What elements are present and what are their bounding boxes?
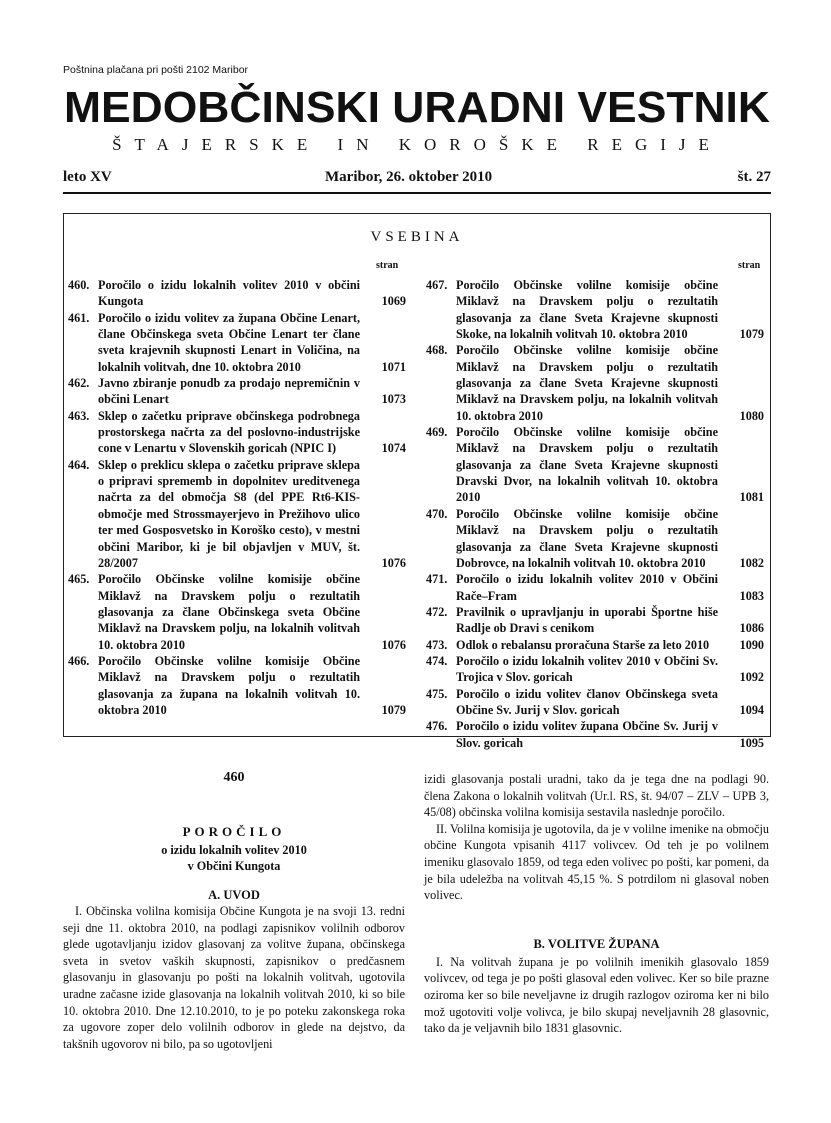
article-right-column (424, 771, 769, 1037)
toc-entry-title: Javno zbiranje ponudb za prodajo nepremičnin v občini Lenart (98, 376, 360, 407)
issue-number: št. 27 (737, 169, 771, 185)
toc-heading: VSEBINA (370, 229, 464, 245)
issue-date: Maribor, 26. oktober 2010 (325, 169, 493, 185)
toc-entry-title: Poročilo Občinske volilne komisije občine Miklavž na Dravskem polju o rezultatih glasovanja za člane Sveta Krajevne skupnosti Skoke, na lokalnih volitvah 10. oktobra 2010 (456, 278, 718, 342)
toc-entry-title: Poročilo o izidu lokalnih volitev 2010 v Občini Rače–Fram (456, 572, 718, 603)
article-left-column (63, 770, 405, 1052)
toc-entry-page: 1086 (739, 621, 764, 636)
toc-entry-page: 1076 (381, 555, 406, 570)
section-heading-a: A. UVOD (208, 888, 260, 902)
toc-entry[interactable] (426, 571, 766, 604)
toc-entry-title: Poročilo Občinske volilne komisije občine Miklavž na Dravskem polju o rezultatih glasovanja za člane Sveta Krajevne skupnosti Dobrovce, na lokalnih volitvah 10. oktobra 2010 (456, 506, 718, 570)
masthead-title (63, 82, 771, 130)
toc-entry-page: 1079 (739, 327, 764, 342)
paragraph-i: I. Občinska volilna komisija Občine Kungota je na svoji 13. redni seji dne 11. oktobra 2010, na podlagi zapisnikov volilnih odborov glede ugotavljanju izidov glasovanj za volitve župana, občinskega sveta in svetov vaških skupnosti, zapisnikov o predčasnem glasovanju in glasovanju po pošti na lokalnih volitvah, ugotovila uradne začasne izide glasovanja na lokalnih volitvah 2010, ki so bile 10. oktobra 2010. Dne 12.10.2010, to je po poteku zakonskega roka za ugovore zoper delo volilnih odborov in glede na dejstvo, da takšnih ugovorov ni bilo, pa so ugotovljeni (63, 904, 405, 1051)
toc-entry[interactable] (68, 408, 408, 457)
toc-entry[interactable] (426, 604, 766, 637)
section-heading-b: B. VOLITVE ŽUPANA (533, 936, 660, 951)
toc-entry-page: 1083 (739, 588, 764, 603)
toc-entry-title: Sklep o začetku priprave občinskega podrobnega prostorskega načrta za del poslovno-industrijske cone v Lenartu v Slovenskih goricah (NPIC I) (98, 408, 360, 456)
paragraph-b-i: I. Na volitvah župana je po volilnih imenikih glasovalo 1859 volivcev, od tega je po pošti glasoval eden volivec. Ker so bile prazne oziroma ker so bile neveljavne iz drugih razlogov oziroma ker ni bilo mož ugotoviti volje volivca, je bilo skupaj neveljavnih 28 glasovnic, tako da je veljavnih bilo 1831 glasovnic. (424, 954, 769, 1036)
toc-entry[interactable] (426, 686, 766, 719)
postage-note: Poštnina plačana pri pošti 2102 Maribor (63, 64, 249, 76)
toc-entry-number: 471. (426, 572, 448, 587)
toc-entry-number: 463. (68, 408, 90, 423)
toc-entry[interactable] (68, 653, 408, 718)
toc-entry-number: 464. (68, 457, 90, 472)
issue-year: leto XV (63, 169, 112, 185)
toc-entry[interactable] (68, 277, 408, 310)
toc-entry[interactable] (426, 506, 766, 571)
toc-entry-page: 1076 (381, 637, 406, 652)
toc-entry-title: Poročilo o izidu lokalnih volitev 2010 v Občini Sv. Trojica v Slov. goricah (456, 653, 718, 685)
toc-entry[interactable] (426, 342, 766, 424)
header-rule (63, 192, 771, 194)
toc-entry[interactable] (426, 424, 766, 506)
toc-entry-title: Poročilo o izidu volitev članov Občinskega sveta Občine Sv. Jurij v Slov. goricah (456, 686, 718, 717)
toc-entry-number: 470. (426, 506, 448, 521)
toc-entry-title: Pravilnik o upravljanju in uporabi Športne hiše Radlje ob Dravi s cenikom (456, 604, 718, 636)
toc-entry-page: 1081 (739, 490, 764, 505)
toc-entry-page: 1074 (381, 441, 406, 456)
toc-entry-number: 475. (426, 686, 448, 701)
toc-entry-number: 472. (426, 604, 448, 619)
toc-entry-title: Poročilo Občinske volilne komisije občine Miklavž na Dravskem polju o rezultatih glasovanja za člane Občinskega sveta Občine Miklavž na Dravskem polju, na lokalnih volitvah 10. oktobra 2010 (98, 572, 360, 652)
toc-entry-number: 468. (426, 343, 448, 358)
toc-entry-page: 1092 (739, 670, 764, 685)
article-title: POROČILO (182, 824, 286, 839)
toc-entry-page: 1082 (739, 555, 764, 570)
toc-entry-title: Poročilo Občinske volilne komisije občine Miklavž na Dravskem polju o rezultatih glasovanja za člane Sveta Krajevne skupnosti Miklavž na Dravskem polju, na lokalnih volitvah 10. oktobra 2010 (456, 343, 718, 423)
article-subtitle-municipality: v Občini Kungota (187, 859, 281, 873)
masthead-subtitle: ŠTAJERSKE IN KOROŠKE REGIJE (112, 135, 722, 154)
toc-entry-page: 1090 (739, 637, 764, 652)
toc-entry-number: 461. (68, 310, 90, 325)
toc-entry-number: 467. (426, 278, 448, 292)
table-of-contents (63, 213, 771, 750)
page-column-label-right: stran (738, 260, 761, 271)
toc-entry-title: Poročilo Občinske volilne komisije občine Miklavž na Dravskem polju o rezultatih glasovanja za člane Sveta Krajevne skupnosti Dravski Dvor, na lokalnih volitvah 10. oktobra 2010 (456, 425, 718, 505)
toc-entry[interactable] (68, 457, 408, 571)
toc-right-column (426, 277, 766, 751)
toc-entry-number: 469. (426, 425, 448, 440)
toc-entry-title: Poročilo o izidu lokalnih volitev 2010 v občini Kungota (98, 278, 360, 309)
masthead-title-text: MEDOBČINSKI URADNI VESTNIK (64, 83, 764, 130)
paragraph-ii: II. Volilna komisija je ugotovila, da je v volilne imenike na območju občine Kungota vpisanih 4117 volivcev. Od teh je po volilnem imeniku glasovalo 1859, od tega eden volivec po pošti, kar pomeni, da je bila udeležba na volitvah 45,15 %. S potrdilom ni glasoval noben volivec. (424, 821, 769, 903)
toc-entry-number: 466. (68, 653, 90, 668)
toc-entry-page: 1079 (381, 702, 406, 717)
toc-entry-page: 1069 (381, 294, 406, 309)
toc-entry-title: Odlok o rebalansu proračuna Starše za leto 2010 (456, 637, 710, 652)
toc-left-column (68, 277, 408, 718)
page-column-label-left: stran (376, 260, 399, 271)
toc-entry-number: 460. (68, 278, 90, 292)
article-number: 460 (223, 770, 245, 785)
toc-entry-page: 1071 (381, 359, 406, 374)
toc-entry[interactable] (426, 718, 766, 751)
toc-entry-page: 1080 (739, 408, 764, 423)
toc-entry[interactable] (68, 571, 408, 653)
toc-entry-title: Poročilo o izidu volitev župana Občine Sv. Jurij v Slov. goricah (456, 719, 718, 750)
toc-entry[interactable] (68, 310, 408, 375)
toc-entry-number: 462. (68, 376, 90, 391)
toc-entry[interactable] (68, 375, 408, 408)
toc-entry-page: 1094 (739, 702, 764, 717)
toc-entry-title: Poročilo Občinske volilne komisije Občine Miklavž na Dravskem polju o rezultatih glasovanja za župana na lokalnih volitvah 10. oktobra 2010 (98, 653, 360, 717)
article-subtitle: o izidu lokalnih volitev 2010 (161, 843, 307, 857)
toc-entry[interactable] (426, 653, 766, 686)
toc-entry-title: Poročilo o izidu volitev za župana Občine Lenart, člane Občinskega sveta Občine Lenart ter člane sveta krajevnih skupnosti Lenart in Voličina, na lokalnih volitvah, dne 10. oktobra 2010 (98, 310, 360, 374)
toc-entry-number: 465. (68, 572, 90, 587)
toc-entry[interactable] (426, 637, 766, 653)
toc-entry-number: 473. (426, 637, 448, 652)
toc-entry-title: Sklep o preklicu sklepa o začetku priprave sklepa o pripravi sprememb in dopolnitev ureditvenega načrta za del območja S8 (del PPE Rt6-KIS- območje med Strossmayerjevo in Prežihovo ulico ter med Gosposvetsko in Koroško cesto), v mestni občini Maribor, ki je bil objavljen v MUV, št. 28/2007 (98, 457, 360, 570)
toc-entry-page: 1095 (739, 735, 764, 750)
toc-entry-number: 474. (426, 653, 448, 668)
toc-entry-page: 1073 (381, 392, 406, 407)
toc-entry[interactable] (426, 277, 766, 342)
paragraph-i-continued: izidi glasovanja postali uradni, tako da je tega dne na podlagi 90. člena Zakona o lokalnih volitvah (Ur.l. RS, št. 94/07 – ZLV – UPB 3, 45/08) občinska volilna komisija sestavila naslednje poročilo. (424, 772, 769, 820)
toc-entry-number: 476. (426, 719, 448, 734)
